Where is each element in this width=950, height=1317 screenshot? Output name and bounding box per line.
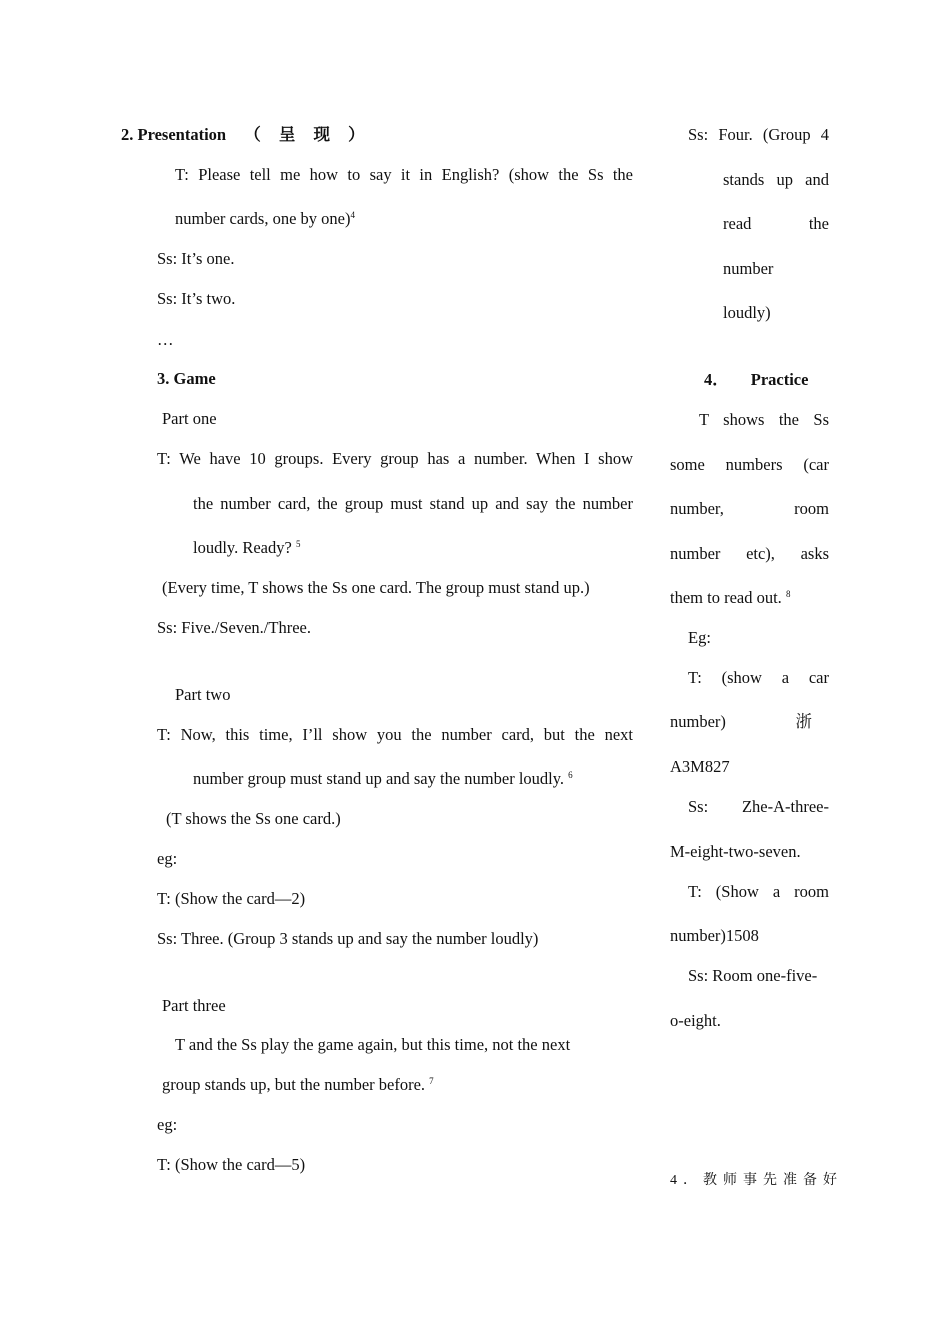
- practice-line-2: some numbers (car: [670, 455, 829, 474]
- car-teacher-line-2: number) 浙: [670, 712, 812, 731]
- part-one-student-line: Ss: Five./Seven./Three.: [157, 618, 311, 637]
- car-student-line-1: Ss: Zhe-A-three-: [688, 797, 829, 816]
- practice-line-4: number etc), asks: [670, 544, 829, 563]
- presentation-student-line-1: Ss: It’s one.: [157, 249, 235, 268]
- room-student-line-2: o-eight.: [670, 1011, 721, 1030]
- room-teacher-line-2: number)1508: [670, 926, 759, 945]
- part-one-label: Part one: [162, 409, 217, 428]
- practice-heading-word: Practice: [750, 370, 809, 389]
- presentation-teacher-line-2-text: number cards, one by one): [175, 209, 351, 228]
- part-three-line-2: [162, 1075, 434, 1095]
- presentation-teacher-line-2: [175, 209, 355, 229]
- footnote-ref-6: 6: [568, 770, 573, 780]
- part-one-instruction: (Every time, T shows the Ss one card. The group must stand up.): [162, 578, 590, 597]
- group-four-line-3: read the: [723, 214, 829, 233]
- practice-line-3: number, room: [670, 499, 829, 518]
- part-two-teacher-line-2: [193, 769, 573, 789]
- game-heading: 3. Game: [157, 369, 216, 388]
- part-three-teacher-show: T: (Show the card—5): [157, 1155, 306, 1174]
- room-teacher-line-1: T: (Show a room: [688, 882, 829, 901]
- presentation-teacher-line-1: T: Please tell me how to say it in English? (show the Ss the: [175, 165, 633, 184]
- practice-line-5-text: them to read out.: [670, 588, 782, 607]
- part-two-student-line: Ss: Three. (Group 3 stands up and say the number loudly): [157, 929, 539, 948]
- part-two-teacher-line-2-text: number group must stand up and say the number loudly.: [193, 769, 565, 788]
- practice-eg: Eg:: [688, 628, 711, 647]
- group-four-line-5: loudly): [723, 303, 771, 322]
- part-three-line-2-text: group stands up, but the number before.: [162, 1075, 426, 1094]
- part-two-label: Part two: [175, 685, 231, 704]
- part-three-label: Part three: [162, 996, 226, 1015]
- footnote-ref-5: 5: [295, 539, 301, 549]
- presentation-heading-cn: （ 呈 现 ）: [244, 125, 372, 144]
- part-two-teacher-show: T: (Show the card—2): [157, 889, 306, 908]
- presentation-ellipsis: …: [157, 330, 174, 349]
- group-four-line-2: stands up and: [723, 170, 829, 189]
- car-student-line-2: M-eight-two-seven.: [670, 842, 801, 861]
- part-one-teacher-line-2: the number card, the group must stand up and say the number: [193, 494, 633, 513]
- footnote-ref-7: 7: [429, 1076, 434, 1086]
- part-two-teacher-line-1: T: Now, this time, I’ll show you the number card, but the next: [157, 725, 633, 744]
- presentation-heading-text: 2. Presentation: [121, 125, 227, 144]
- part-one-teacher-line-1: T: We have 10 groups. Every group has a number. When I show: [157, 449, 633, 468]
- part-two-eg: eg:: [157, 849, 178, 868]
- room-student-line-1: Ss: Room one-five-: [688, 966, 818, 985]
- part-one-teacher-line-3: [193, 538, 300, 558]
- presentation-heading: [121, 125, 372, 145]
- footnote-ref-4: 4: [350, 210, 355, 220]
- car-teacher-line-3: A3M827: [670, 757, 730, 776]
- practice-heading-number: 4．: [704, 370, 729, 389]
- practice-line-1: T shows the Ss: [699, 410, 829, 429]
- presentation-student-line-2: Ss: It’s two.: [157, 289, 236, 308]
- part-one-teacher-line-3-text: loudly. Ready?: [193, 538, 292, 557]
- part-two-instruction: (T shows the Ss one card.): [166, 809, 341, 828]
- practice-line-5: [670, 588, 790, 608]
- part-three-line-1: T and the Ss play the game again, but this time, not the next: [175, 1035, 571, 1054]
- practice-heading: [704, 370, 808, 390]
- footnote-4: 4．教师事先准备好: [670, 1173, 843, 1188]
- part-three-eg: eg:: [157, 1115, 178, 1134]
- footnote-ref-8: 8: [785, 589, 791, 599]
- car-teacher-line-1: T: (show a car: [688, 668, 829, 687]
- group-four-line-1: Ss: Four. (Group 4: [688, 125, 829, 144]
- group-four-line-4: number: [723, 259, 774, 278]
